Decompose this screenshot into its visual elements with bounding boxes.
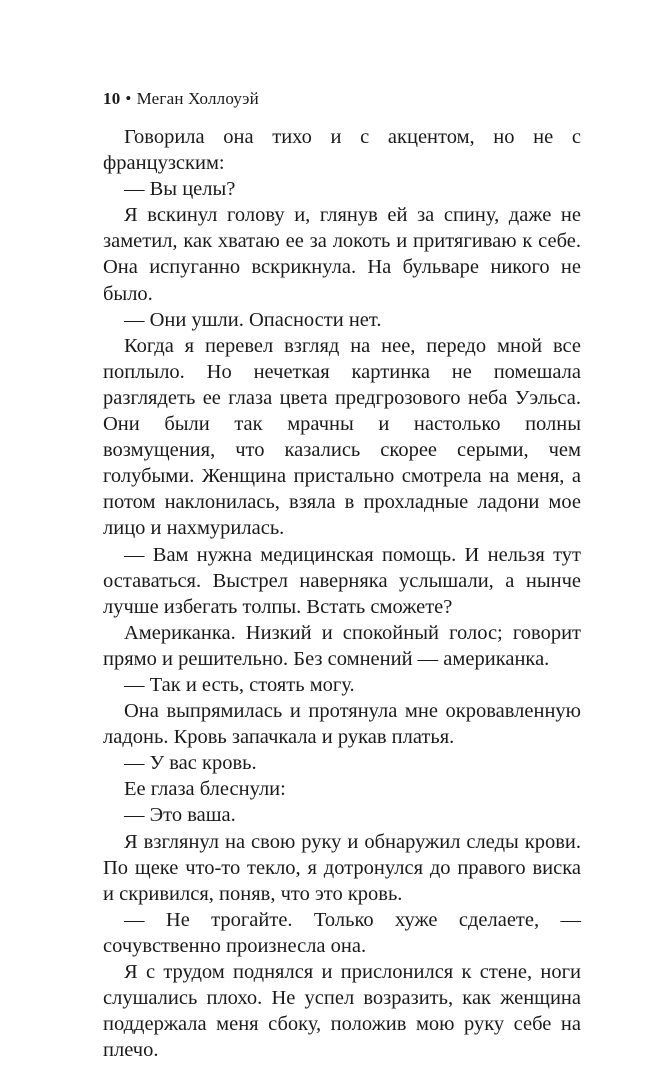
paragraph: — Так и есть, стоять могу. xyxy=(124,673,355,696)
paragraph: — Они ушли. Опасности нет. xyxy=(124,308,382,331)
paragraph: Я взглянул на свою руку и обнаружил следы крови. По щеке что-то текло, я дотронулся до правого виска и скривился, поняв, что это кровь. xyxy=(103,830,581,905)
running-head xyxy=(103,88,581,110)
paragraph: — Вам нужна медицинская помощь. И нельзя тут оставаться. Выстрел наверняка услышали, а нынче лучше избегать толпы. Встать сможете? xyxy=(103,543,581,618)
paragraph: Американка. Низкий и спокойный голос; говорит прямо и решительно. Без сомнений — американка. xyxy=(103,621,581,670)
paragraph: — Это ваша. xyxy=(124,804,236,827)
header-separator: • xyxy=(125,89,132,108)
paragraph: Я с трудом поднялся и прислонился к стене, ноги слушались плохо. Не успел возразить, как женщина поддержала меня сбоку, положив мою руку себе на плечо. xyxy=(103,961,581,1062)
paragraph: Когда я перевел взгляд на нее, передо мной все поплыло. Но нечеткая картинка не помешала разглядеть ее глаза цвета предгрозового неба Уэльса. Они были так мрачны и настолько полны возмущения, что казались скорее серыми, чем голубыми. Женщина пристально смотрела на меня, а потом наклонилась, взяла в прохладные ладони мое лицо и нахмурилась. xyxy=(103,334,581,540)
paragraph: Я вскинул голову и, глянув ей за спину, даже не заметил, как хватаю ее за локоть и притягиваю к себе. Она испуганно вскрикнула. На бульваре никого не было. xyxy=(103,204,581,305)
paragraph: Говорила она тихо и с акцентом, но не с французским: xyxy=(103,126,581,175)
page-number: 10 xyxy=(103,89,121,108)
body-text xyxy=(103,124,581,1063)
author-name: Меган Холлоуэй xyxy=(136,89,259,108)
paragraph: Ее глаза блеснули: xyxy=(124,778,286,801)
paragraph: Она выпрямилась и протянула мне окровавленную ладонь. Кровь запачкала и рукав платья. xyxy=(103,700,581,749)
book-page xyxy=(103,88,581,1063)
paragraph: — У вас кровь. xyxy=(124,752,257,775)
paragraph: — Не трогайте. Только хуже сделаете, — сочувственно произнесла она. xyxy=(103,908,581,957)
paragraph: — Вы целы? xyxy=(124,178,236,201)
